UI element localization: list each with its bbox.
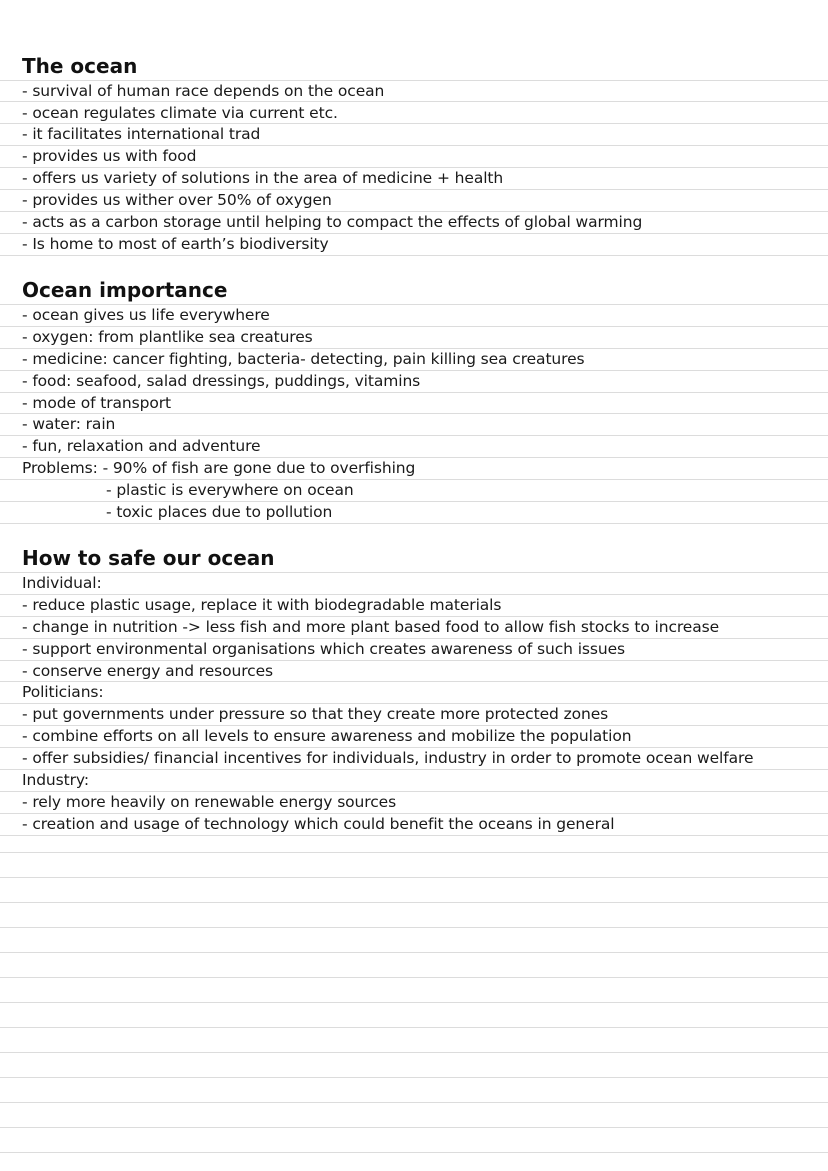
list-item: - put governments under pressure so that they create more protected zones [22,705,609,723]
section-heading-the-ocean: The ocean [22,54,138,78]
problems-item: - toxic places due to pollution [106,503,333,521]
list-item: - offers us variety of solutions in the area of medicine + health [22,169,504,187]
list-item: - rely more heavily on renewable energy sources [22,793,397,811]
list-item: - provides us with food [22,147,197,165]
list-item: - medicine: cancer fighting, bacteria- detecting, pain killing sea creatures [22,350,585,368]
problems-item: - plastic is everywhere on ocean [106,481,354,499]
section-heading-ocean-importance: Ocean importance [22,278,228,302]
list-item: - acts as a carbon storage until helping to compact the effects of global warming [22,213,643,231]
section-heading-how-to-safe-our-ocean: How to safe our ocean [22,546,275,570]
problems-line: Problems: - 90% of fish are gone due to overfishing [22,459,416,477]
list-item: - water: rain [22,415,116,433]
list-item: - change in nutrition -> less fish and more plant based food to allow fish stocks to increase [22,618,720,636]
list-item: - provides us wither over 50% of oxygen [22,191,332,209]
list-item: - creation and usage of technology which could benefit the oceans in general [22,815,615,833]
list-item: - ocean regulates climate via current etc. [22,104,338,122]
list-item: - mode of transport [22,394,171,412]
list-item: - it facilitates international trad [22,125,261,143]
list-item: - offer subsidies/ financial incentives for individuals, industry in order to promote ocean welfare [22,749,754,767]
list-item: - Is home to most of earth’s biodiversity [22,235,329,253]
list-item: - fun, relaxation and adventure [22,437,261,455]
list-item: - support environmental organisations which creates awareness of such issues [22,640,626,658]
list-item: - reduce plastic usage, replace it with biodegradable materials [22,596,502,614]
list-item: - oxygen: from plantlike sea creatures [22,328,313,346]
group-label-industry: Industry: [22,771,89,789]
list-item: - survival of human race depends on the ocean [22,82,385,100]
list-item: - food: seafood, salad dressings, puddings, vitamins [22,372,421,390]
list-item: - conserve energy and resources [22,662,274,680]
list-item: - combine efforts on all levels to ensure awareness and mobilize the population [22,727,632,745]
group-label-individual: Individual: [22,574,102,592]
group-label-politicians: Politicians: [22,683,104,701]
list-item: - ocean gives us life everywhere [22,306,270,324]
